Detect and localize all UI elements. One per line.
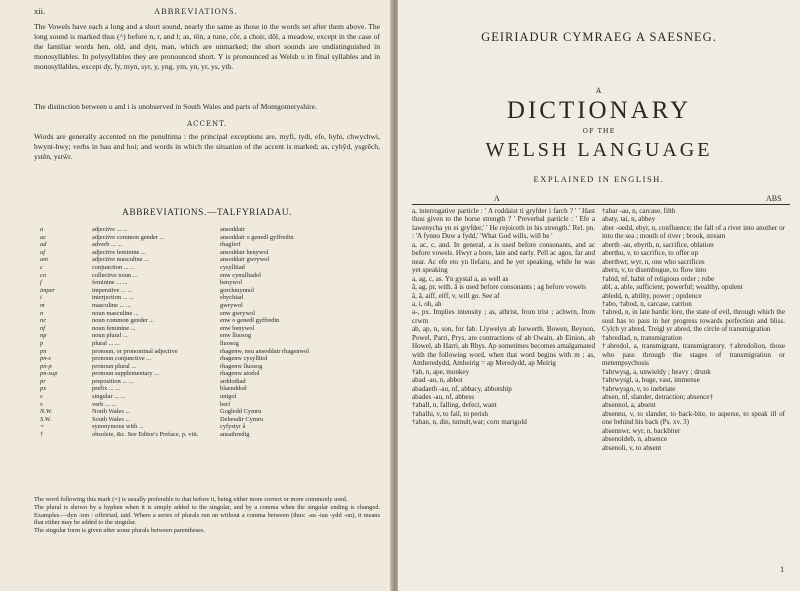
entries-column-2 [602,207,785,452]
abbreviation-row [40,385,380,393]
abbreviation-term: ad [40,241,47,249]
dictionary-entry: â, ag, pr, with. â is used before consonants ; ag before vowels [412,283,586,292]
dictionary-entry: abl, a, able, sufficient, powerful; wealthy, opulent [602,283,743,292]
abbreviation-welsh: enw gwrywol [220,309,255,317]
abbreviation-row [40,355,380,363]
column-head-right: ABS [766,194,782,203]
dictionary-entry: †abid, nf, habit of religious order ; robe [602,274,715,283]
abbreviation-welsh: cysylltiad [220,263,245,271]
dictionary-entry: â, â, aiff, eiff, v, will go. See af [412,291,500,300]
abbreviation-english: adjective feminine ... [92,248,146,256]
abbreviation-term: v [40,400,43,408]
abbreviation-welsh: rhagenw cysylltiol [220,355,268,363]
abbreviation-welsh: cyfystyr â [220,423,246,431]
abbreviation-term: i [40,294,42,302]
abbreviation-row [40,431,380,439]
abbreviation-welsh: lluosog [220,339,239,347]
dictionary-entry: †abred, n, in late bardic lore, the state of evil, through which the soul has to pass in her progress towards perfection and bliss. Cylch yr abred, Treigl yr abred, the circle of transmigration [602,308,785,334]
abbreviations-list [40,226,380,439]
dictionary-entry: †aban, n, din, tumult,war; corn marigold [412,418,527,427]
abbreviation-row [40,340,380,348]
abbreviation-term: am [40,256,48,264]
vowels-paragraph: The Vowels have each a long and a short sound, nearly the same as those in the words set after them above. The long sound is marked thus (^) before n, r, and l; as, tôn, a tune, côr, a choir, dôl, a meadow, except in the case of the familiar words hen, old, and dyn, man, which are unmarked; the short sounds are undistinguished in monosyllables. In polysyllables they are pronounced short. Y is pronounced as Welsh u in final syllables and in monosyllables, except dy, fy, myn, syr, y, yng, ym, yn, yr, ys, yth. [34,22,380,71]
title-explained: EXPLAINED IN ENGLISH. [533,174,665,184]
dictionary-entry: abadaeth -au, nf, abbacy, abbotship [412,384,512,393]
abbreviation-welsh: gorchmynnol [220,286,255,294]
dictionary-entry: absennu, v, to slander, to back-bite, to asperse, to speak ill of one behind his back (Ps. xv. 3) [602,409,785,427]
dictionary-entry: aber -oedd, ebyr, n, confluence; the fall of a river into another or into the sea ; mouth of river ; brook, stream [602,223,785,241]
abbreviation-row [40,279,380,287]
dictionary-entry: †abrwysg, a, unwieldy ; heavy ; drunk [602,367,711,376]
abbreviation-welsh: blaenddod [220,385,247,393]
dictionary-entry: aberth -au, ebyrth, n, sacrifice, oblation [602,240,714,249]
abbreviation-term: pr [40,377,46,385]
entries-column-1 [412,207,595,427]
abbreviation-row [40,317,380,325]
abbreviation-row [40,256,380,264]
dictionary-entry: abledd, n, ability, power ; opulence [602,291,702,300]
abbreviation-english: obsolete, &c. See Editor's Preface, p. viii. [92,431,199,439]
abbreviation-row [40,325,380,333]
welsh-title: GEIRIADUR CYMRAEG A SAESNEG. [481,30,717,44]
abbreviation-term: s [40,393,43,401]
page-number: 1 [780,566,785,574]
abbreviation-english: adjective common gender ... [92,233,165,241]
abbreviation-row [40,241,380,249]
abbreviation-welsh: ansathredig [220,431,250,439]
abbreviation-row [40,401,380,409]
abbreviation-row [40,249,380,257]
abbreviation-english: North Wales ... [92,408,131,416]
abbreviation-english: synonymous with ... [92,423,144,431]
dictionary-entry: a, i, oh, ah [412,299,442,308]
abbreviation-english: imperative ... ... [92,286,133,294]
abbreviation-term: N.W. [40,408,53,416]
abbreviation-english: pronoun plural ... [92,362,137,370]
abbreviation-row [40,416,380,424]
abbreviation-english: pronoun, or pronominal adjective [92,347,178,355]
dictionary-entry: absenoli, v, to absent [602,443,662,452]
abbreviation-english: noun feminine ... [92,324,136,332]
abbreviation-term: pn-sup [40,370,58,378]
abbreviation-term: † [40,431,44,439]
abbreviation-welsh: ansoddair gwrywol [220,256,270,264]
dictionary-entry: †abrwysgl, a, huge, vast, immense [602,376,700,385]
abbreviation-row [40,302,380,310]
abbreviations-heading: ABBREVIATIONS.—TALFYRIADAU. [121,208,293,218]
abbreviation-english: noun common gender ... [92,317,155,325]
abbreviation-term: cn [40,271,47,279]
abbreviation-welsh: ebychiad [220,294,244,302]
abbreviation-welsh: rhagenw lluosog [220,362,263,370]
note-paragraph: The singular form is given after some plurals between parentheses. [34,527,206,535]
abbreviation-english: pronoun supplementary ... [92,370,159,378]
abbreviation-row [40,287,380,295]
running-title: ABBREVIATIONS. [154,6,238,16]
abbreviation-welsh: ansoddair benywol [220,248,269,256]
abbreviation-term: af [40,248,45,256]
dictionary-entry: aberthu, v, to sacrifice, to offer up [602,249,699,258]
abbreviation-term: a [40,226,44,233]
abbreviation-english: masculine ... ... [92,301,131,309]
dictionary-entry: aberu, v, to disembogue, to flow into [602,266,707,275]
abbreviation-english: adjective masculine ... [92,256,149,264]
abbreviation-term: pn-p [40,362,52,370]
abbreviation-welsh: Deheudir Cymru [220,415,264,423]
abbreviation-english: prefix ... ... [92,385,121,393]
title-of-the: OF THE [582,127,616,135]
abbreviation-english: interjection ... ... [92,294,134,302]
abbreviation-welsh: enw lluosog [220,332,252,340]
abbreviation-english: singular ... ... [92,393,126,401]
dictionary-entry: absen, nf, slander, detraction; absence† [602,392,714,401]
abbreviation-row [40,264,380,272]
dictionary-entry: abades -au, nf, abbess [412,392,475,401]
abbreviation-row [40,310,380,318]
abbreviation-term: np [40,332,47,340]
abbreviation-row [40,332,380,340]
abbreviation-row [40,378,380,386]
dictionary-entry: abad -au, n, abbot [412,376,463,385]
distinction-paragraph: The distinction between u and i is unobserved in South Wales and parts of Montgomeryshire. [34,102,317,111]
column-head-left: A [494,194,500,203]
abbreviation-term: f [40,279,42,287]
abbreviation-english: conjunction ... ... [92,263,135,271]
accent-paragraph: Words are generally accented on the penultima : the principal exceptions are, myfi, tydi, efe, hyhi, chwychwi, hwynt-hwy; verbs in hau and hoi; and words in which the situation of the accent is marked; as, cyhŷd, ysgrêch, ystên, ystŵr. [34,132,380,161]
abbreviation-term: pn-c [40,355,52,363]
abbreviation-english: South Wales ... [92,415,131,423]
abbreviation-welsh: unigol [220,393,237,401]
abbreviation-english: plural ... ... [92,339,120,347]
dictionary-entry: a, ac, c, and. In general, a is used before consonants, and ac before vowels. Hwyr a bore, late and early. Pell ac agos, far and near. Ac efe eto yn llefaru, and he yet speaking, while he was yet speaking [412,240,595,275]
abbreviation-term: pn [40,347,47,355]
abbreviation-english: adverb ... ... [92,241,123,249]
abbreviation-welsh: gwrywol [220,301,243,309]
dictionary-entry: aberthwr, wyr, n, one who sacrifices [602,257,705,266]
abbreviation-term: imper [40,286,55,294]
abbreviation-welsh: arddodiad [220,377,246,385]
notes-block [34,496,380,535]
abbreviation-welsh: benywol [220,279,243,287]
left-page [0,0,392,591]
abbreviation-row [40,363,380,371]
dictionary-entry: a, ag, c, as. Yn gystal a, as well as [412,274,509,283]
abbreviation-row [40,294,380,302]
header-rule [412,204,790,205]
right-page [398,0,800,591]
page-number: xii. [34,6,46,16]
abbreviation-welsh: Gogledd Cymru [220,408,262,416]
dictionary-entry: †abrwysgo, v, to inebriate [602,384,676,393]
abbreviation-welsh: enw o genedl gyffredin [220,317,280,325]
title-welsh-language: WELSH LANGUAGE [485,139,713,161]
dictionary-entry: ab, ap, n, son, for fab. Llywelyn ab Iorwerth. Bowen, Beynon, Powel, Parri, Prys, are contractions of ab Owain, ab Einion, ab Howel, ab Harri, ab Rhys. Ap sometimes becomes amalgamated with the following word, when that word begins with m ; as, Amheredydd, Amheirig = ap Meredydd, ap Meirig [412,325,595,368]
title-article: A [595,87,603,95]
abbreviation-term: c [40,263,43,271]
note-paragraph: The plural is shown by a hyphen when it is simply added to the singular, and by a comma when the singular ending is changed. Examples.—dyn -ion : offeiriad, iaid. Where a series of plurals run on without a comma between (thus: -au -iau -ydd -on), it means that either may be added to the singular. [34,503,380,527]
dictionary-entry: †abredlad, n, transmigration [602,333,682,342]
accent-heading: ACCENT. [187,120,227,128]
abbreviation-row [40,272,380,280]
dictionary-entry: a-, px. Implies intensity ; as, athrist, from trist ; achwrn, from crwm [412,308,595,325]
abbreviation-english: noun plural ... [92,332,128,340]
dictionary-entry: †aballu, v, to fail, to perish [412,409,488,418]
dictionary-entry: †abo, †abod, n, carcase, carrion [602,299,692,308]
abbreviation-term: n [40,309,44,317]
note-paragraph: The word following this mark (=) is usually preferable to that before it, being either more correct or more commonly used. [34,496,348,503]
abbreviation-english: pronoun conjunctive ... [92,355,152,363]
abbreviation-term: p [40,339,44,347]
dictionary-entry: †ab, n, ape, monkey [412,367,470,376]
abbreviation-row [40,408,380,416]
abbreviation-welsh: rhagenw, neu ansoddair rhagenwol [220,347,310,355]
abbreviation-term: ac [40,233,47,241]
abbreviation-term: px [40,385,47,393]
dictionary-entry: †abredol, a, transmigrant, transmigratory. †abredolion, those who pass through the stages of transmigration or metempsychosis [602,342,785,368]
abbreviation-row [40,226,380,234]
abbreviation-term: nf [40,324,45,332]
abbreviation-welsh: berf [220,400,231,408]
abbreviation-welsh: rhagferf [220,241,241,249]
dictionary-entry: absenoldeb, n, absence [602,435,668,444]
abbreviation-welsh: rhagenw atodol [220,370,260,378]
dictionary-entry: abaty, tai, n, abbey [602,215,656,224]
abbreviation-term: m [40,301,45,309]
dictionary-entry: †abar -au, n, carcase, filth [602,207,676,215]
dictionary-entry: a, interrogative particle : ' A roddaist ti gryfder i farch ? ' ' Hast thou given to the horse strength ? ' Preverbal particle : ' Efe a lawenycha yn ei gryfder,' ' He rejoiceth in his strength.' Rel. pn. : 'A fynno Duw a fydd,' 'What God wills, will be ' [412,207,595,241]
abbreviation-row [40,370,380,378]
abbreviation-welsh: enw cynulliadol [220,271,261,279]
abbreviation-welsh: enw benywol [220,324,255,332]
abbreviation-english: verb ... ... [92,400,117,408]
abbreviation-row [40,393,380,401]
abbreviation-term: = [40,423,45,431]
abbreviation-english: preposition ... ... [92,377,134,385]
abbreviation-term: nc [40,317,47,325]
abbreviation-row [40,348,380,356]
abbreviation-english: noun masculine ... [92,309,139,317]
dictionary-entry: absennwr, wyr, n, backbiter [602,426,681,435]
dictionary-entry: †aball, n, falling, defect, want [412,401,497,410]
abbreviation-welsh: ansoddair [220,226,245,233]
abbreviation-term: S.W. [40,415,52,423]
abbreviation-english: feminine ... ... [92,279,128,287]
abbreviation-english: adjective ... ... [92,226,128,233]
dictionary-entry: absennol, a, absent [602,401,656,410]
abbreviation-welsh: ansoddair o genedl gyffredin [220,233,294,241]
abbreviation-row [40,423,380,431]
title-dictionary: DICTIONARY [506,97,692,124]
abbreviation-row [40,234,380,242]
abbreviation-english: collective noun ... [92,271,138,279]
